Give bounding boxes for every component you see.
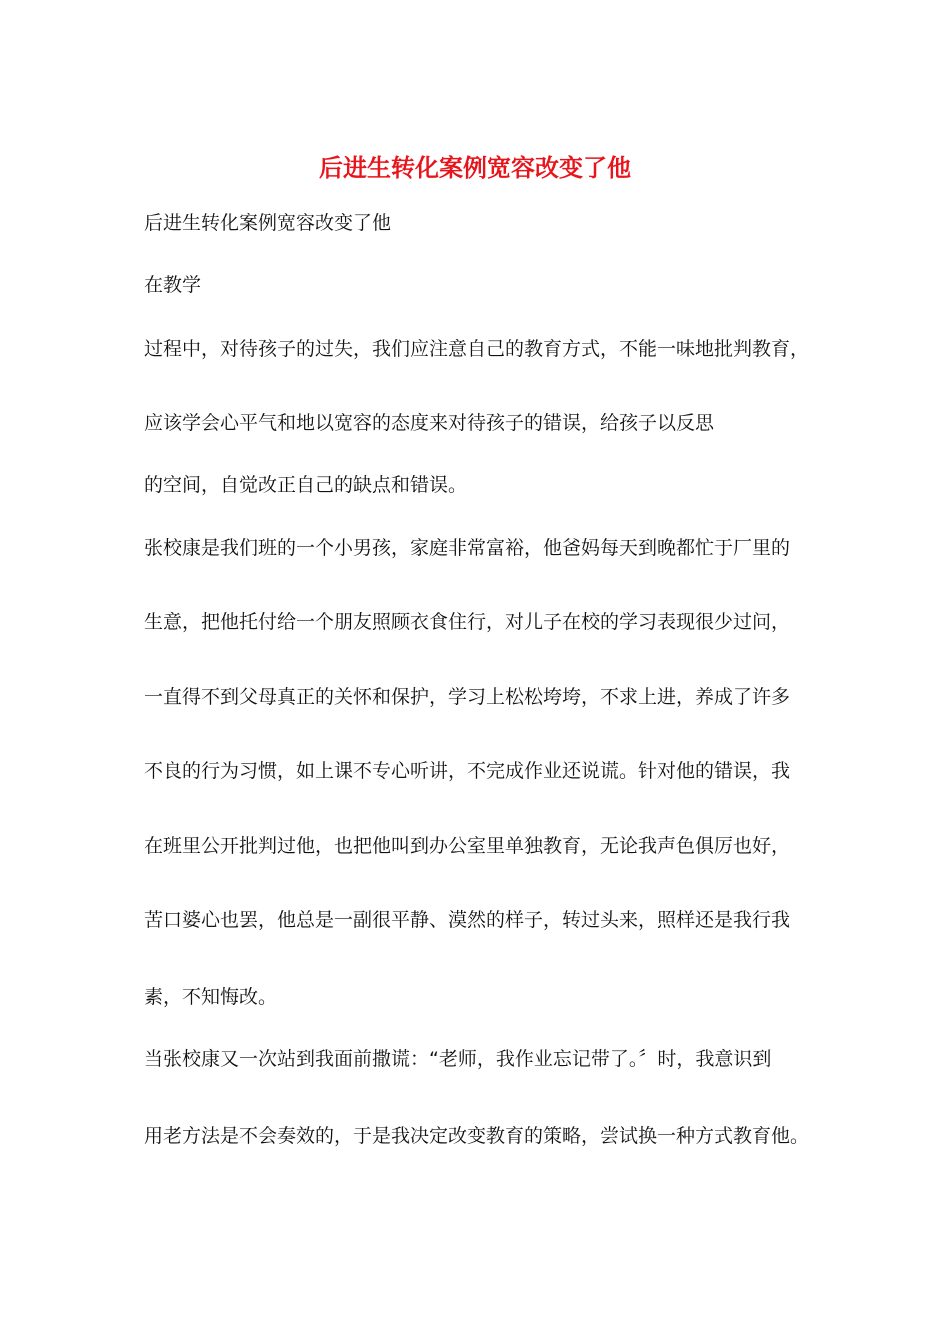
body-line: 应该学会心平气和地以宽容的态度来对待孩子的错误，给孩子以反思 [144, 412, 715, 434]
body-line: 用老方法是不会奏效的，于是我决定改变教育的策略，尝试换一种方式教育他。 [144, 1125, 810, 1147]
body-line: 后进生转化案例宽容改变了他 [144, 212, 392, 234]
body-line: 苦口婆心也罢，他总是一副很平静、漠然的样子，转过头来，照样还是我行我 [144, 909, 791, 931]
body-line: 过程中，对待孩子的过失，我们应注意自己的教育方式，不能一味地批判教育， [144, 338, 810, 360]
body-line: 的空间，自觉改正自己的缺点和错误。 [144, 474, 468, 496]
document-title: 后进生转化案例宽容改变了他 [319, 153, 631, 182]
body-line: 一直得不到父母真正的关怀和保护，学习上松松垮垮，不求上进，养成了许多 [144, 686, 791, 708]
body-line: 当张校康又一次站到我面前撒谎：“老师，我作业忘记带了。〞时，我意识到 [144, 1048, 772, 1070]
body-line: 生意，把他托付给一个朋友照顾衣食住行，对儿子在校的学习表现很少过问， [144, 611, 791, 633]
body-line: 素，不知悔改。 [144, 986, 278, 1008]
body-line: 在班里公开批判过他，也把他叫到办公室里单独教育，无论我声色俱厉也好， [144, 835, 791, 857]
body-line: 在教学 [144, 274, 202, 296]
body-line: 不良的行为习惯，如上课不专心听讲，不完成作业还说谎。针对他的错误，我 [144, 760, 791, 782]
body-line: 张校康是我们班的一个小男孩，家庭非常富裕，他爸妈每天到晚都忙于厂里的 [144, 537, 791, 559]
